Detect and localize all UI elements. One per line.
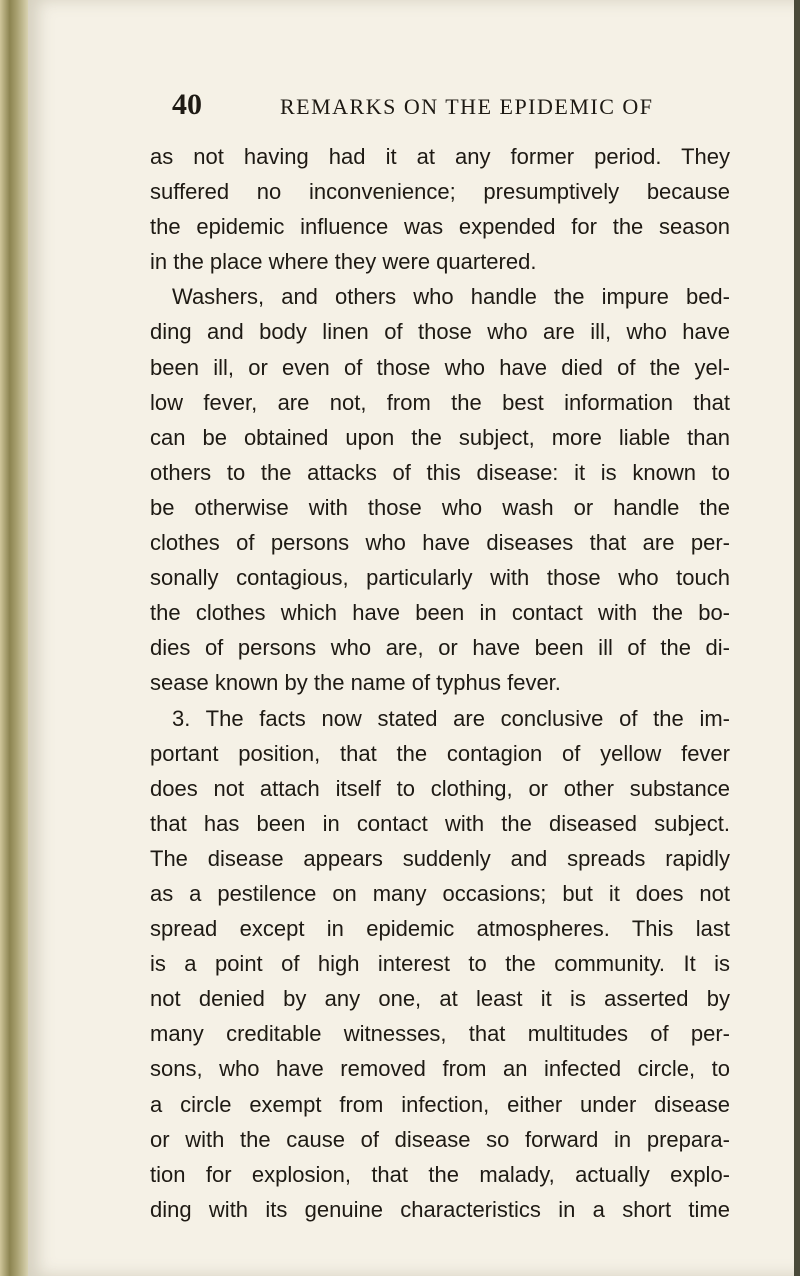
text-line: clothes of persons who have diseases that are per- (150, 530, 730, 556)
text-line: sonally contagious, particularly with those who touch (150, 565, 730, 591)
text-line: be otherwise with those who wash or handle the (150, 494, 730, 520)
text-line: not denied by any one, at least it is asserted by (150, 986, 730, 1012)
text-line: ding and body linen of those who are ill, who have (150, 319, 730, 345)
text-line: spread except in epidemic atmospheres. This last (150, 916, 730, 942)
text-line: low fever, are not, from the best information that (150, 389, 730, 415)
text-line: 3. The facts now stated are conclusive of the im- (172, 705, 730, 731)
text-line: The disease appears suddenly and spreads rapidly (150, 845, 730, 871)
text-line: suffered no inconvenience; presumptively because (150, 179, 730, 205)
page-binding-edge (0, 0, 28, 1276)
text-line: been ill, or even of those who have died of the yel- (150, 354, 730, 380)
text-line: a circle exempt from infection, either under disease (150, 1091, 730, 1117)
page-number: 40 (172, 88, 202, 121)
running-head: REMARKS ON THE EPIDEMIC OF (280, 94, 654, 119)
text-line: ding with its genuine characteristics in a short time (150, 1196, 730, 1222)
text-line: does not attach itself to clothing, or other substance (150, 775, 730, 801)
text-line: others to the attacks of this disease: it is known to (150, 459, 730, 485)
text-line: tion for explosion, that the malady, actually explo- (150, 1161, 730, 1187)
text-line: the epidemic influence was expended for the season (150, 214, 730, 240)
text-line: sons, who have removed from an infected circle, to (150, 1056, 730, 1082)
text-line: Washers, and others who handle the impure bed- (172, 284, 730, 310)
page-header (140, 88, 700, 128)
body-text (150, 139, 730, 1227)
text-line: or with the cause of disease so forward in prepara- (150, 1126, 730, 1152)
text-line: the clothes which have been in contact with the bo- (150, 600, 730, 626)
page-right-edge (794, 0, 800, 1276)
text-line: dies of persons who are, or have been ill of the di- (150, 635, 730, 661)
text-line: can be obtained upon the subject, more liable than (150, 424, 730, 450)
text-line: that has been in contact with the diseased subject. (150, 810, 730, 836)
text-line: is a point of high interest to the community. It is (150, 951, 730, 977)
text-line: portant position, that the contagion of yellow fever (150, 740, 730, 766)
text-line: as a pestilence on many occasions; but it does not (150, 880, 730, 906)
text-line: sease known by the name of typhus fever. (150, 670, 561, 696)
text-line: in the place where they were quartered. (150, 249, 537, 275)
text-line: as not having had it at any former period. They (150, 144, 730, 169)
text-line: many creditable witnesses, that multitudes of per- (150, 1021, 730, 1047)
